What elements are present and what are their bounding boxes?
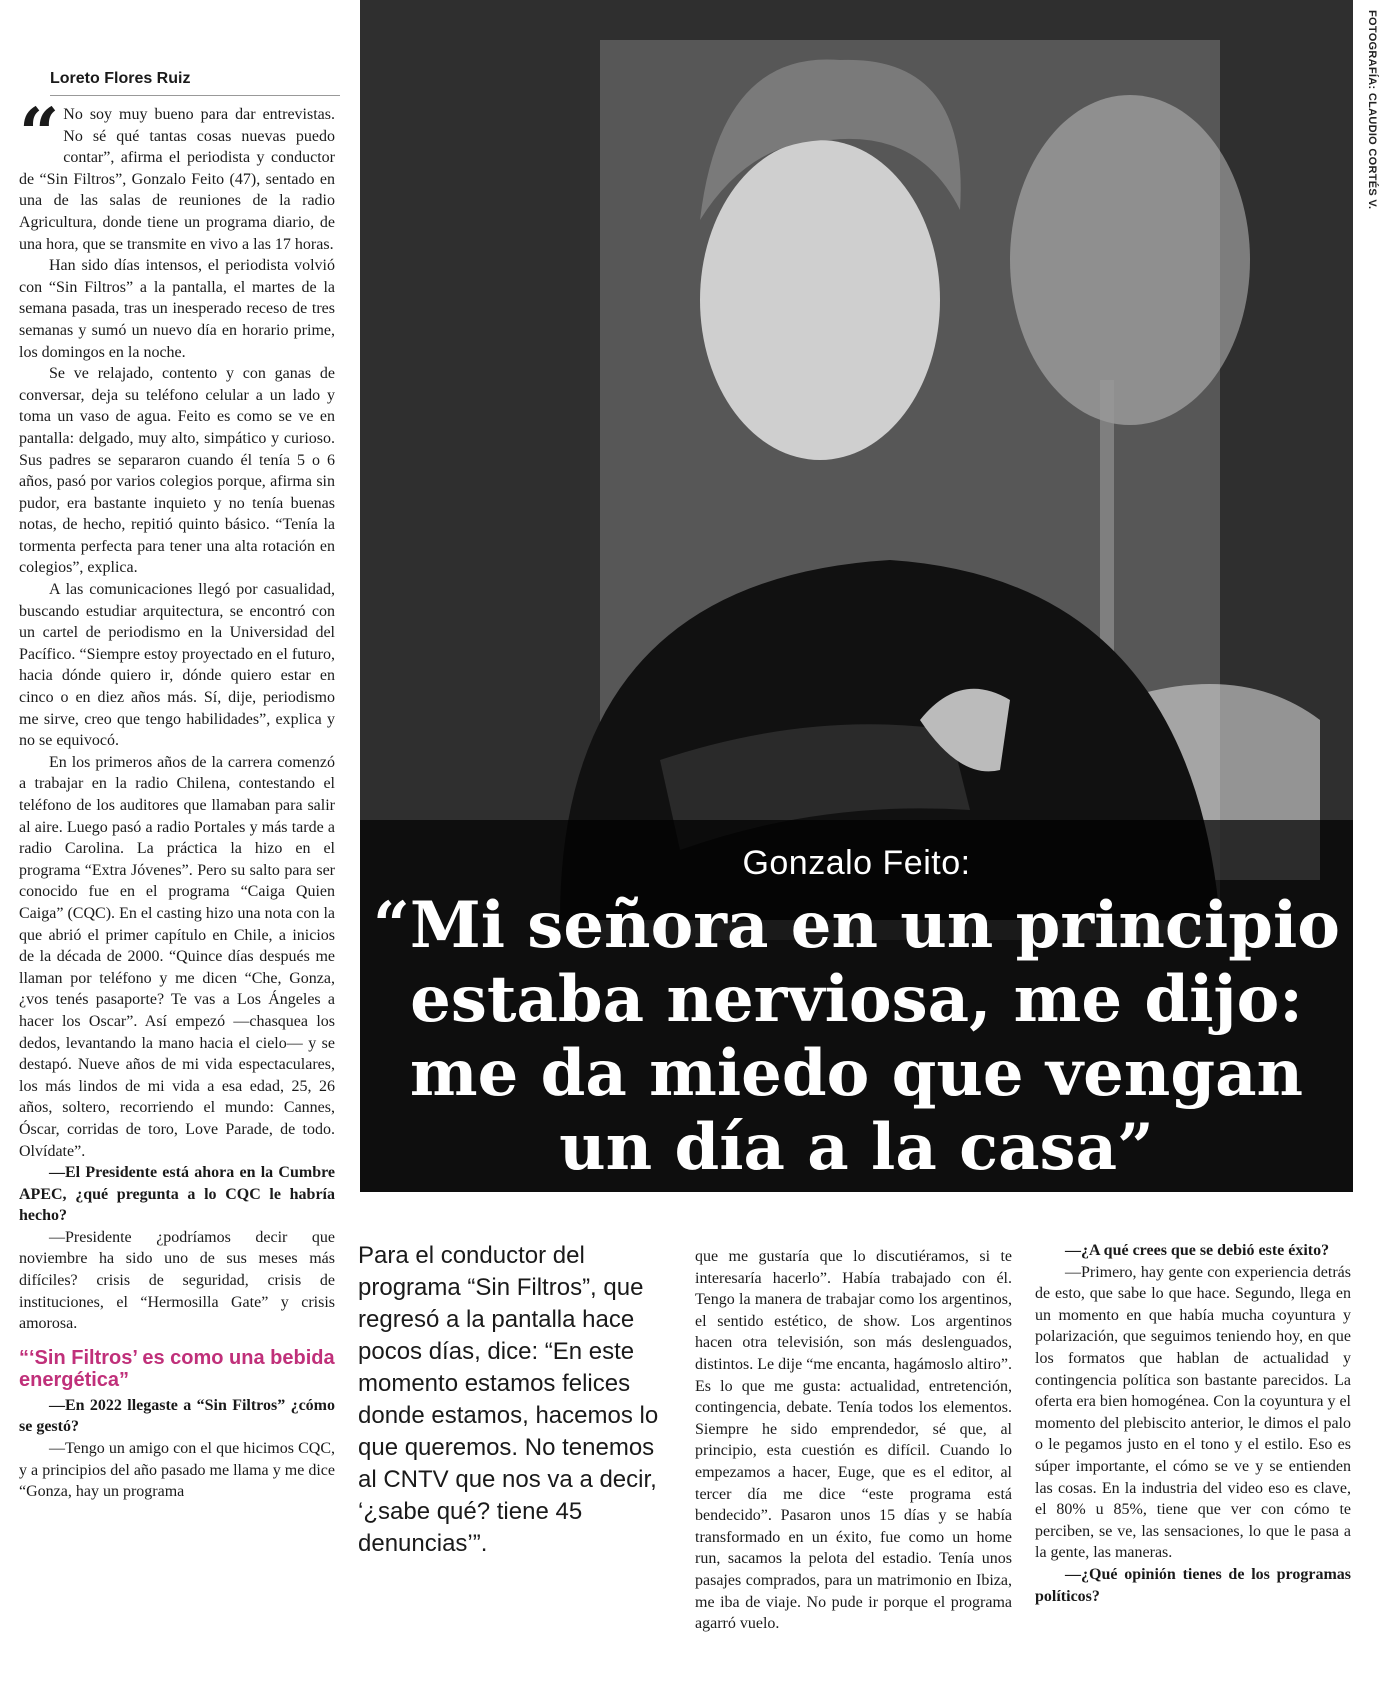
interview-question: —En 2022 llegaste a “Sin Filtros” ¿cómo se gestó? bbox=[19, 1396, 335, 1436]
headline-kicker: Gonzalo Feito: bbox=[742, 844, 971, 882]
headline: “Mi señora en un principio estaba nerviosa, me dijo: me da miedo que vengan un día a la casa” bbox=[373, 888, 1340, 1185]
quote-mark-icon: “ bbox=[19, 92, 60, 175]
article-paragraph: A las comunicaciones llegó por casualidad, buscando estudiar arquitectura, se encontró con un cartel de periodismo en la Universidad del Pacífico. “Siempre estoy proyectado en el futuro, hacia dónde quiero ir, dónde quiero estar en cinco o en diez años más. Sí, dije, periodismo me sirve, creo que tengo habilidades”, explica y no se equivocó. bbox=[19, 581, 335, 750]
article-paragraph: Han sido días intensos, el periodista volvió con “Sin Filtros” a la pantalla, el martes de la semana pasada, tras un inesperado receso de tres semanas y sumó un nuevo día en horario prime, los domingos en la noche. bbox=[19, 257, 335, 361]
interview-question: —El Presidente está ahora en la Cumbre APEC, ¿qué pregunta a lo CQC le habría hecho? bbox=[19, 1164, 335, 1225]
interview-answer: —Presidente ¿podríamos decir que noviembre ha sido uno de sus meses más difíciles? crisis de seguridad, crisis de instituciones, el “Hermosilla Gate” y crisis amorosa. bbox=[19, 1228, 335, 1333]
byline: Loreto Flores Ruiz bbox=[50, 70, 340, 96]
article-column-1 bbox=[19, 92, 335, 1503]
headline-block bbox=[360, 844, 1353, 1185]
pull-quote: Para el conductor del programa “Sin Filtros”, que regresó a la pantalla hace pocos días, dice: “En este momento estamos felices donde estamos, hacemos lo que queremos. No tenemos al CNTV que nos va a decir, ‘¿sabe qué? tiene 45 denuncias’”. bbox=[358, 1242, 659, 1557]
interview-question: —¿Qué opinión tienes de los programas políticos? bbox=[1035, 1565, 1351, 1605]
interview-answer: —Primero, hay gente con experiencia detrás de esto, que sabe lo que hace. Segundo, llega en un momento en que había mucha coyuntura y polarización, que seguimos teniendo hoy, en que los formatos que hablan de actualidad y contingencia política son bastante parecidos. La oferta era bien homogénea. Con la coyuntura y el momento del plebiscito anterior, le dimos el palo o le pegamos justo en el tono y el estilo. Eso es súper importante, el cómo se ve y se entienden las cosas. En la industria del video eso es clave, el 80% u 85%, tiene que ver con cómo te perciben, se ve, las sensaciones, lo que le pasa a la gente, las maneras. bbox=[1035, 1263, 1351, 1562]
interview-answer: —Tengo un amigo con el que hicimos CQC, y a principios del año pasado me llama y me dice “Gonza, hay un programa bbox=[19, 1440, 335, 1501]
interview-question: —¿A qué crees que se debió este éxito? bbox=[1065, 1242, 1330, 1259]
article-paragraph: que me gustaría que lo discutiéramos, si te interesaría hacerlo”. Había trabajado con él. Tengo la manera de trabajar como los argentinos, el sentido estético, de show. Los argentinos hacen otra televisión, son más deslenguados, distintos. Le dije “me encanta, hagámoslo altiro”. Es lo que me gusta: actualidad, entretención, contingencia, debate. Tenía todos los elementos. Siempre he sido emprendedor, sé que, al principio, esta cuestión es difícil. Cuando lo empezamos a hacer, Euge, que es el editor, al tercer día me dice “este programa está bendecido”. Pasaron unos 15 días y se había transformado en un éxito, fue como un home run, sacamos la pelota del estadio. Tenía unos pasajes comprados, para un matrimonio en Ibiza, me iba de viaje. No pude ir porque el programa agarró vuelo. bbox=[695, 1248, 1012, 1633]
article-paragraph: Se ve relajado, contento y con ganas de conversar, deja su teléfono celular a un lado y toma un vaso de agua. Feito es como se ve en pantalla: delgado, muy alto, simpático y curioso. Sus padres se separaron cuando él tenía 5 o 6 años, pasó por varios colegios porque, afirma sin pudor, era bastante inquieto y no tenía buenas notas, de hecho, repitió quinto básico. “Tenía la tormenta perfecta para tener una alta rotación en colegios”, explica. bbox=[19, 365, 335, 577]
article-paragraph: En los primeros años de la carrera comenzó a trabajar en la radio Chilena, contestando el teléfono de los auditores que llamaban para salir al aire. Luego pasó a radio Portales y más tarde a radio Carolina. La práctica la hizo en el programa “Extra Jóvenes”. Pero su salto para ser conocido fue en el programa “Caiga Quien Caiga” (CQC). En el casting hizo una nota con la que abrió el primer capítulo en Chile, a inicios de la década de 2000. “Quince días después me llaman por teléfono y me dicen “Che, Gonza, ¿vos tenés pasaporte? Te vas a Los Ángeles a hacer los Oscar”. Así empezó —chasquea los dedos, levantando la mano hacia el cielo— y se destapó. Nueve años de mi vida espectaculares, los más lindos de mi vida a esa edad, 25, 26 años, soltero, recorriendo el mundo: Cannes, Óscar, corridas de toro, Love Parade, de todo. Olvídate”. bbox=[19, 753, 335, 1160]
portrait-photo bbox=[360, 0, 1353, 1192]
photo-credit: FOTOGRAFÍA: CLAUDIO CORTÉS V. bbox=[1366, 10, 1378, 210]
article-column-3 bbox=[695, 1246, 1012, 1635]
section-subhead: “‘Sin Filtros’ es como una bebida energética” bbox=[19, 1346, 335, 1391]
article-paragraph: “ No soy muy bueno para dar entrevistas. No sé qué tantas cosas nuevas puedo contar”, afirma el periodista y conductor de “Sin Filtros”, Gonzalo Feito (47), sentado en una de las salas de reuniones de la radio Agricultura, donde tiene un programa diario, de una hora, que se transmite en vivo a las 17 horas. bbox=[19, 92, 335, 253]
article-column-4 bbox=[1035, 1240, 1351, 1607]
